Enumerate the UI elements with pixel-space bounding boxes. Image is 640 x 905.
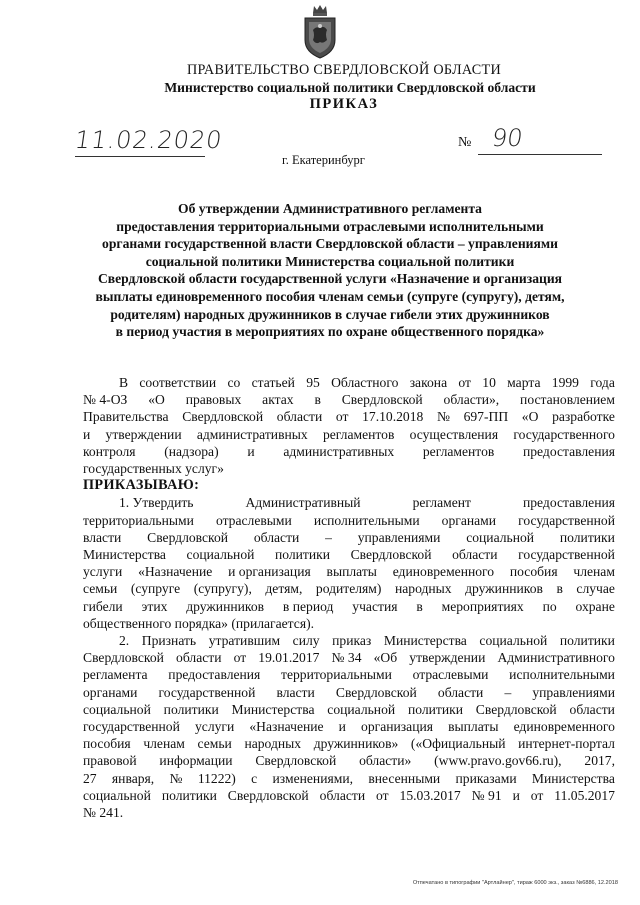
document-body	[83, 374, 615, 821]
paragraph-line	[83, 580, 615, 597]
word: Свердловской	[475, 701, 557, 717]
number-underline	[478, 154, 602, 155]
word: от	[376, 787, 389, 803]
word: управлениями	[357, 529, 441, 545]
word: 11.05.2017	[554, 787, 615, 803]
word: государственной	[158, 684, 256, 700]
word: правовой	[83, 753, 137, 769]
word: власти	[276, 684, 315, 700]
title-line: выплаты единовременного пособия членам семьи (супруге (супругу), детям,	[95, 288, 565, 304]
word: утратившим	[208, 633, 281, 649]
preamble-paragraph	[83, 374, 615, 477]
word: осуществления	[409, 426, 499, 442]
paragraph-line	[83, 563, 615, 580]
word: года	[590, 375, 615, 390]
order-word: ПРИКАЗЫВАЮ:	[83, 477, 200, 494]
paragraph-line	[83, 546, 615, 563]
word: родителям)	[315, 581, 382, 597]
word: актах	[262, 392, 294, 408]
word: этих	[141, 598, 168, 614]
word: дружинников»	[313, 736, 399, 752]
word: политики	[407, 701, 463, 717]
word: регламент	[412, 495, 471, 511]
word: исполнительными	[313, 512, 420, 528]
paragraph-line	[83, 649, 615, 666]
word: («Официальный	[410, 736, 506, 752]
word: гибели	[83, 598, 123, 614]
word: В	[119, 375, 129, 390]
word: января,	[111, 770, 155, 786]
word: и	[247, 443, 255, 459]
government-name: ПРАВИТЕЛЬСТВО СВЕРДЛОВСКОЙ ОБЛАСТИ	[186, 62, 502, 78]
word: Свердловской	[350, 547, 432, 563]
word: силу	[292, 633, 320, 649]
word: административных	[283, 443, 395, 459]
word: государственного	[513, 426, 615, 442]
word: от	[458, 375, 471, 390]
word: Министерства	[531, 770, 615, 786]
title-line: родителям) народных дружинников в случае гибели этих дружинников	[110, 306, 550, 322]
word: политики	[559, 529, 615, 545]
word: организация	[361, 719, 434, 735]
word: Правительства	[83, 409, 169, 425]
word: органами	[83, 684, 138, 700]
paragraph-line	[83, 684, 615, 701]
word: Свердловской	[182, 409, 264, 425]
word: детям,	[265, 581, 303, 597]
word: (надзора)	[164, 443, 219, 459]
word: социальной	[327, 701, 396, 717]
word: № 91	[471, 787, 502, 803]
word: со	[227, 375, 241, 390]
order-item-2	[83, 632, 615, 821]
word: 19.01.2017	[258, 650, 320, 666]
word: социальной	[83, 787, 151, 803]
word: социальной	[186, 547, 255, 563]
word: государственных услуг»	[83, 461, 224, 477]
word: Министерства	[83, 547, 166, 563]
title-line: органами государственной власти Свердловской области – управлениями	[102, 236, 558, 252]
word: 15.03.2017	[399, 787, 461, 803]
word: 1. Утвердить	[119, 495, 194, 511]
word: области	[253, 529, 300, 545]
word: «Об	[373, 650, 398, 666]
document-title	[60, 200, 600, 341]
word: №	[436, 409, 450, 425]
word: в	[556, 581, 563, 597]
word: 2017,	[584, 753, 615, 769]
word: Министерства	[383, 633, 467, 649]
word: Признать	[141, 633, 197, 649]
word: № 34	[331, 650, 362, 666]
word: утверждении	[409, 650, 486, 666]
word: марта	[507, 375, 541, 390]
word: приказ	[332, 633, 372, 649]
word: «О	[148, 392, 165, 408]
word: утверждении	[105, 426, 182, 442]
word: (супруге	[130, 581, 181, 597]
word: 10	[482, 375, 496, 390]
word: –	[325, 529, 332, 545]
word: народных	[394, 581, 452, 597]
paragraph-line	[83, 752, 615, 769]
word: «Назначение	[249, 719, 324, 735]
word: Административный	[245, 495, 361, 511]
word: исполнительными	[509, 667, 615, 683]
word: 2.	[119, 633, 130, 649]
title-line: социальной политики Министерства социальной политики	[145, 253, 515, 269]
paragraph-line	[83, 494, 615, 511]
paragraph-line	[83, 718, 615, 735]
word: государственной	[83, 719, 180, 735]
word: охране	[575, 598, 615, 614]
word: выплаты	[448, 719, 499, 735]
word: предоставления	[168, 667, 261, 683]
word: области	[569, 701, 615, 717]
word: членам	[143, 736, 185, 752]
paragraph-line	[83, 735, 615, 752]
word: от	[530, 787, 544, 803]
word: случае	[576, 581, 615, 597]
paragraph-line	[83, 770, 615, 787]
word: органами	[441, 512, 497, 528]
word: (www.pravo.gov66.ru),	[434, 753, 562, 769]
word: Министерства	[231, 701, 315, 717]
paragraph-line	[83, 701, 615, 718]
word: предоставления	[522, 443, 615, 459]
word: 27	[83, 770, 97, 786]
word: членам	[573, 564, 615, 580]
word: соответствии	[139, 375, 217, 390]
word: территориальными	[83, 512, 194, 528]
word: 11222)	[197, 770, 236, 786]
word: «Назначение	[138, 564, 213, 580]
word: власти	[83, 529, 122, 545]
word: Свердловской	[335, 684, 417, 700]
word: статьей	[251, 375, 295, 390]
word: социальной	[83, 701, 151, 717]
number-sign: №	[458, 135, 472, 150]
word: разработке	[552, 409, 615, 425]
word: и организация	[228, 564, 311, 580]
word: области	[319, 787, 366, 803]
word: закона	[409, 375, 448, 390]
word: пособия	[83, 736, 131, 752]
paragraph-line	[83, 666, 615, 683]
word: Областного	[331, 375, 399, 390]
word: в	[416, 598, 423, 614]
word: 697-ПП	[463, 409, 509, 425]
word: области»,	[443, 392, 500, 408]
word: информации	[159, 753, 233, 769]
paragraph-line	[83, 443, 615, 460]
word: Свердловской	[227, 787, 309, 803]
word: услуги	[83, 564, 123, 580]
print-footer: Отпечатано в типографии "Артлайнер", тираж 6000 экз., заказ №6886, 12.2018	[412, 880, 618, 886]
word: в период	[282, 598, 334, 614]
word: в	[314, 392, 321, 408]
word: 95	[306, 375, 320, 390]
word: правовых	[185, 392, 242, 408]
word: дружинников	[465, 581, 543, 597]
word: политики	[274, 547, 331, 563]
word: единовременного	[513, 719, 615, 735]
word: семьи	[83, 581, 118, 597]
word: единовременного	[392, 564, 495, 580]
word: государственной	[518, 512, 615, 528]
handwritten-date: 11.02.2020	[73, 126, 225, 154]
title-line: в период участия в мероприятиях по охране общественного порядка»	[115, 324, 545, 340]
paragraph-line	[83, 632, 615, 649]
paragraph-line	[83, 512, 615, 529]
word: и	[83, 426, 91, 442]
handwritten-number: 90	[490, 124, 525, 152]
word: с	[251, 770, 258, 786]
paragraph-line	[83, 408, 615, 425]
word: регламента	[83, 667, 148, 683]
word: мероприятиях	[441, 598, 524, 614]
word: (супругу),	[193, 581, 252, 597]
word: постановлением	[520, 392, 615, 408]
title-line: Об утверждении Административного регламента	[178, 201, 482, 216]
word: участия	[352, 598, 398, 614]
word: №	[169, 770, 183, 786]
paragraph-line	[83, 529, 615, 546]
word: политики	[161, 787, 217, 803]
word: семьи	[197, 736, 232, 752]
word: изменениями,	[272, 770, 354, 786]
document-type: ПРИКАЗ	[309, 96, 379, 112]
word: –	[504, 684, 512, 700]
word: государственной	[518, 547, 615, 563]
word: интернет-портал	[518, 736, 615, 752]
word: политики	[163, 701, 219, 717]
paragraph-line	[83, 787, 615, 804]
word: управлениями	[532, 684, 615, 700]
paragraph-line	[83, 391, 615, 408]
word: выплаты	[326, 564, 377, 580]
word: народных	[244, 736, 302, 752]
title-line: Свердловской области государственной услуги «Назначение и организация	[97, 271, 563, 287]
title-line: предоставления территориальными отраслевыми исполнительными	[116, 218, 544, 234]
word: приказами	[455, 770, 517, 786]
paragraph-line	[83, 426, 615, 443]
word: регламентов	[322, 426, 395, 442]
word: Свердловской	[255, 753, 337, 769]
word: и	[512, 787, 520, 803]
coat-of-arms-icon	[301, 4, 339, 60]
word: № 4-ОЗ	[83, 392, 128, 408]
word: от	[335, 409, 349, 425]
word: области	[452, 547, 498, 563]
word: 17.10.2018	[362, 409, 424, 425]
word: политики	[559, 633, 615, 649]
word: и	[338, 719, 346, 735]
word: 1999	[551, 375, 579, 390]
paragraph-line	[83, 374, 615, 391]
word: области	[437, 684, 484, 700]
word: регламентов	[422, 443, 495, 459]
city: г. Екатеринбург	[282, 153, 365, 167]
word: области	[276, 409, 323, 425]
word: от	[233, 650, 247, 666]
word: отраслевыми	[215, 512, 292, 528]
word: территориальными	[281, 667, 392, 683]
word: № 241.	[83, 805, 124, 821]
word: контроля	[83, 443, 136, 459]
word: дружинников	[186, 598, 265, 614]
word: услуги	[194, 719, 235, 735]
paragraph-line	[83, 598, 615, 615]
word: предоставления	[522, 495, 615, 511]
word: области»	[359, 753, 412, 769]
word: общественного порядка» (прилагается).	[83, 615, 314, 631]
paragraph-line	[83, 804, 615, 821]
paragraph-line	[83, 615, 615, 632]
word: внесенными	[368, 770, 441, 786]
word: административных	[196, 426, 308, 442]
date-underline	[75, 156, 205, 157]
word: «О	[521, 409, 539, 425]
word: по	[542, 598, 557, 614]
word: социальной	[479, 633, 548, 649]
ministry-name: Министерство социальной политики Свердловской области	[164, 80, 536, 95]
word: социальной	[466, 529, 535, 545]
word: Свердловской	[147, 529, 229, 545]
word: Административного	[497, 650, 615, 666]
paragraph-line	[83, 460, 615, 477]
order-item-1	[83, 494, 615, 632]
word: пособия	[509, 564, 558, 580]
word: области	[176, 650, 222, 666]
word: Свердловской	[83, 650, 164, 666]
word: Свердловской	[341, 392, 423, 408]
word: отраслевыми	[412, 667, 489, 683]
